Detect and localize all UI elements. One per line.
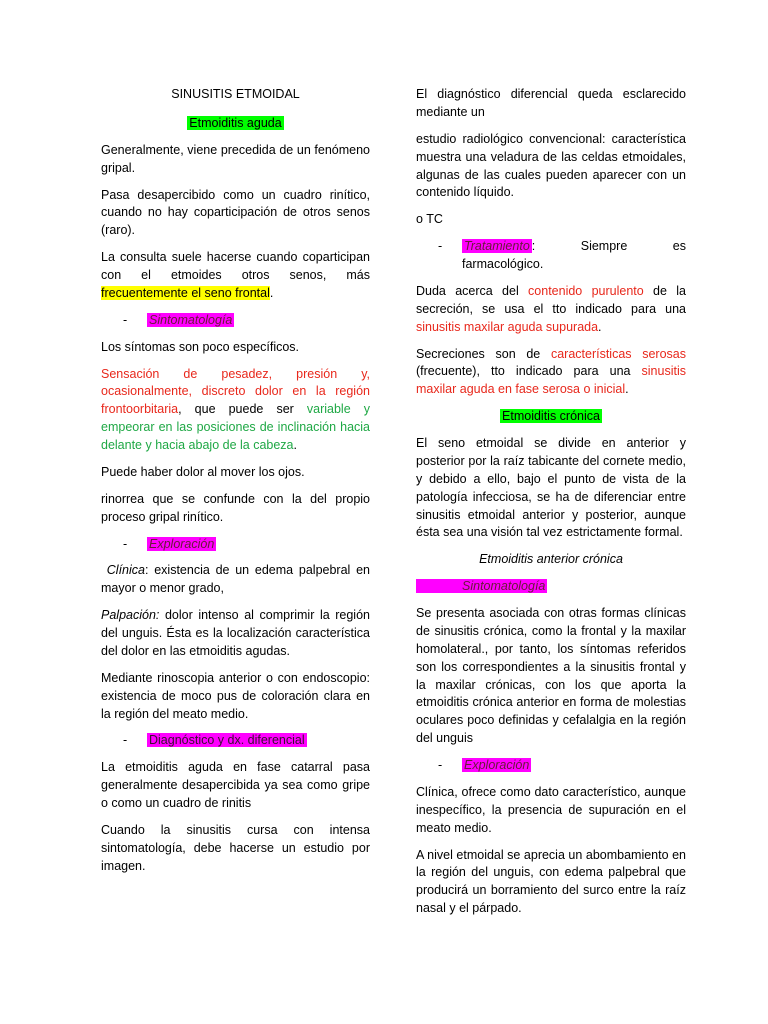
bullet-dash: - <box>438 239 443 254</box>
paragraph: Clínica, ofrece como dato característico, aunque inespecífico, la presencia de supuración en el meato medio. <box>416 784 686 835</box>
paragraph: El seno etmoidal se divide en anterior y posterior por la raíz tabicante del cornete medio, y debido a ello, bajo el punto de vista de la patología infecciosa, se ha de diferenciar entre sinusitis etmoidal anterior y posterior, aunque ésta sea una visión tal vez estrictamente formal. <box>416 436 686 540</box>
subheading-diagnostico: Diagnóstico y dx. diferencial <box>149 733 305 748</box>
heading-etmoiditis-cronica <box>416 408 686 426</box>
heading-etmoiditis-anterior-cronica: Etmoiditis anterior crónica <box>479 552 623 567</box>
paragraph: estudio radiológico convencional: característica muestra una veladura de las celdas etmoidales, algunas de las cuales pueden aparecer con un contenido líquido. <box>416 131 686 200</box>
paragraph <box>101 366 370 455</box>
bullet-tratamiento <box>416 238 686 274</box>
text-run: . <box>269 285 274 300</box>
text-run: Duda acerca del <box>416 283 529 298</box>
text-run: , que puede ser <box>178 402 307 417</box>
heading-etmoiditis-aguda-text: Etmoiditis aguda <box>189 115 282 130</box>
heading-etmoiditis-aguda <box>101 115 370 133</box>
subheading-exploracion-cronica: Exploración <box>464 758 530 772</box>
text-run: dolor intenso al comprimir la región del unguis. Ésta es la localización característica del dolor en las etmoiditis agudas. <box>101 608 370 658</box>
text-run: : existencia de un edema palpebral en mayor o menor grado, <box>101 563 370 596</box>
bullet-dash: - <box>123 733 128 748</box>
paragraph <box>101 249 370 303</box>
red-text-run: Sensación de pesadez, presión y, ocasionalmente, discreto dolor en la región frontoorbitaria <box>101 366 370 417</box>
text-run: Secreciones son de <box>416 346 551 361</box>
heading-etmoiditis-cronica-text: Etmoiditis crónica <box>502 409 600 424</box>
paragraph: Se presenta asociada con otras formas clínicas de sinusitis crónica, como la frontal y la maxilar homolateral., por tanto, los síntomas referidos son los correspondientes a la sinusitis frontal y la maxilar crónicas, con los que aporta la etmoiditis crónica anterior en forma de molestias oculares poco definidas y cefalalgia en la región del unguis <box>416 606 686 746</box>
red-text-run: contenido purulento <box>528 283 644 298</box>
green-text-run: variable y empeorar en las posiciones de inclinación hacia delante y hacia abajo de la cabeza <box>101 402 370 452</box>
bullet-dash: - <box>123 536 128 551</box>
document-title: SINUSITIS ETMOIDAL <box>171 87 300 101</box>
paragraph: Generalmente, viene precedida de un fenómeno gripal. <box>101 142 370 175</box>
left-column <box>101 86 370 885</box>
paragraph: Cuando la sinusitis cursa con intensa sintomatología, debe hacerse un estudio por imagen. <box>101 822 370 873</box>
italic-term-clinica: Clínica <box>106 563 145 578</box>
bullet-dash: - <box>123 312 128 327</box>
bullet-dash: - <box>438 758 443 772</box>
text-run: : Siempre es farmacológico. <box>462 239 686 271</box>
text-run: de la secreción, se usa el tto indicado para una <box>416 283 686 316</box>
red-text-run: sinusitis maxilar aguda supurada <box>416 319 599 334</box>
text-run: (frecuente), tto indicado para una <box>416 364 642 379</box>
text-run: . <box>293 438 297 452</box>
red-text-run: características serosas <box>550 346 686 361</box>
text-run: . <box>598 319 602 334</box>
paragraph: Puede haber dolor al mover los ojos. <box>101 464 305 479</box>
highlight-seno-frontal: frecuentemente el seno frontal <box>101 285 270 300</box>
paragraph: Pasa desapercibido como un cuadro rinítico, cuando no hay coparticipación de otros senos (raro). <box>101 187 370 238</box>
bullet-exploracion <box>101 536 370 554</box>
paragraph <box>416 283 686 337</box>
italic-term-palpacion: Palpación: <box>101 608 160 623</box>
bullet-exploracion-cronica <box>416 757 686 775</box>
right-column <box>416 86 686 927</box>
paragraph: El diagnóstico diferencial queda esclarecido mediante un <box>416 87 686 119</box>
paragraph <box>101 562 370 598</box>
subheading-sintomatologia-cronica: Sintomatología <box>416 579 547 593</box>
paragraph <box>416 346 686 400</box>
subheading-tratamiento: Tratamiento <box>464 239 530 254</box>
paragraph: A nivel etmoidal se aprecia un abombamiento en la región del unguis, con edema palpebral que producirá un borramiento del surco entre la raíz nasal y el párpado. <box>416 847 686 916</box>
bullet-diagnostico <box>101 732 370 750</box>
subheading-sintomatologia: Sintomatología <box>149 312 233 327</box>
subheading-exploracion: Exploración <box>149 536 215 551</box>
bullet-sintomatologia <box>101 312 370 330</box>
bullet-sintomatologia-cronica <box>416 578 686 596</box>
text-run: La consulta suele hacerse cuando coparticipan con el etmoides otros senos, más <box>101 250 370 282</box>
paragraph <box>101 607 370 661</box>
paragraph: Mediante rinoscopia anterior o con endoscopio: existencia de moco pus de coloración clara en la región del meato medio. <box>101 670 370 721</box>
paragraph: o TC <box>416 212 443 227</box>
paragraph: Los síntomas son poco específicos. <box>101 339 300 354</box>
red-text-run: sinusitis maxilar aguda en fase serosa o inicial <box>416 364 686 397</box>
paragraph: rinorrea que se confunde con la del propio proceso gripal rinítico. <box>101 491 370 524</box>
text-run: . <box>625 382 629 397</box>
paragraph: La etmoiditis aguda en fase catarral pasa generalmente desapercibida ya sea como gripe o como un cuadro de rinitis <box>101 760 370 810</box>
